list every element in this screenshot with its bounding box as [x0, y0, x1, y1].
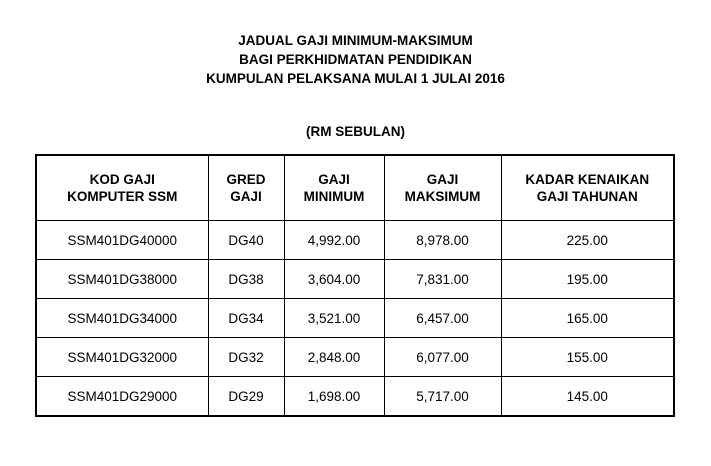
- cell-gaji-maksimum: 6,457.00: [384, 299, 501, 338]
- cell-kod-gaji: SSM401DG34000: [36, 299, 208, 338]
- header-gaji-minimum: GAJI MINIMUM: [284, 155, 384, 221]
- cell-gaji-maksimum: 8,978.00: [384, 221, 501, 260]
- header-gaji-maksimum: GAJI MAKSIMUM: [384, 155, 501, 221]
- cell-gaji-minimum: 3,521.00: [284, 299, 384, 338]
- cell-gaji-maksimum: 5,717.00: [384, 377, 501, 417]
- cell-gaji-minimum: 2,848.00: [284, 338, 384, 377]
- table-row: [36, 299, 674, 338]
- cell-gred: DG29: [208, 377, 284, 417]
- title-line-2: BAGI PERKHIDMATAN PENDIDIKAN: [239, 52, 472, 67]
- cell-gred: DG38: [208, 260, 284, 299]
- cell-gred: DG40: [208, 221, 284, 260]
- header-row: [36, 155, 674, 221]
- cell-gaji-minimum: 3,604.00: [284, 260, 384, 299]
- cell-kadar-kenaikan: 165.00: [501, 299, 674, 338]
- table-row: [36, 377, 674, 417]
- title-line-3: KUMPULAN PELAKSANA MULAI 1 JULAI 2016: [206, 71, 505, 86]
- table-row: [36, 338, 674, 377]
- cell-kod-gaji: SSM401DG29000: [36, 377, 208, 417]
- header-kadar-kenaikan: KADAR KENAIKAN GAJI TAHUNAN: [501, 155, 674, 221]
- document-title: [0, 31, 711, 88]
- table-body: [36, 221, 674, 417]
- table-row: [36, 260, 674, 299]
- cell-gaji-maksimum: 6,077.00: [384, 338, 501, 377]
- salary-table: [35, 154, 675, 417]
- cell-gaji-minimum: 1,698.00: [284, 377, 384, 417]
- cell-kadar-kenaikan: 155.00: [501, 338, 674, 377]
- header-kod-gaji: KOD GAJI KOMPUTER SSM: [36, 155, 208, 221]
- cell-kod-gaji: SSM401DG32000: [36, 338, 208, 377]
- unit-label: (RM SEBULAN): [306, 124, 405, 139]
- cell-kod-gaji: SSM401DG38000: [36, 260, 208, 299]
- cell-gaji-maksimum: 7,831.00: [384, 260, 501, 299]
- table-header: [36, 155, 674, 221]
- title-line-1: JADUAL GAJI MINIMUM-MAKSIMUM: [238, 33, 473, 48]
- cell-kadar-kenaikan: 225.00: [501, 221, 674, 260]
- cell-kod-gaji: SSM401DG40000: [36, 221, 208, 260]
- cell-kadar-kenaikan: 195.00: [501, 260, 674, 299]
- cell-kadar-kenaikan: 145.00: [501, 377, 674, 417]
- header-gred-gaji: GRED GAJI: [208, 155, 284, 221]
- cell-gred: DG32: [208, 338, 284, 377]
- cell-gred: DG34: [208, 299, 284, 338]
- table-row: [36, 221, 674, 260]
- cell-gaji-minimum: 4,992.00: [284, 221, 384, 260]
